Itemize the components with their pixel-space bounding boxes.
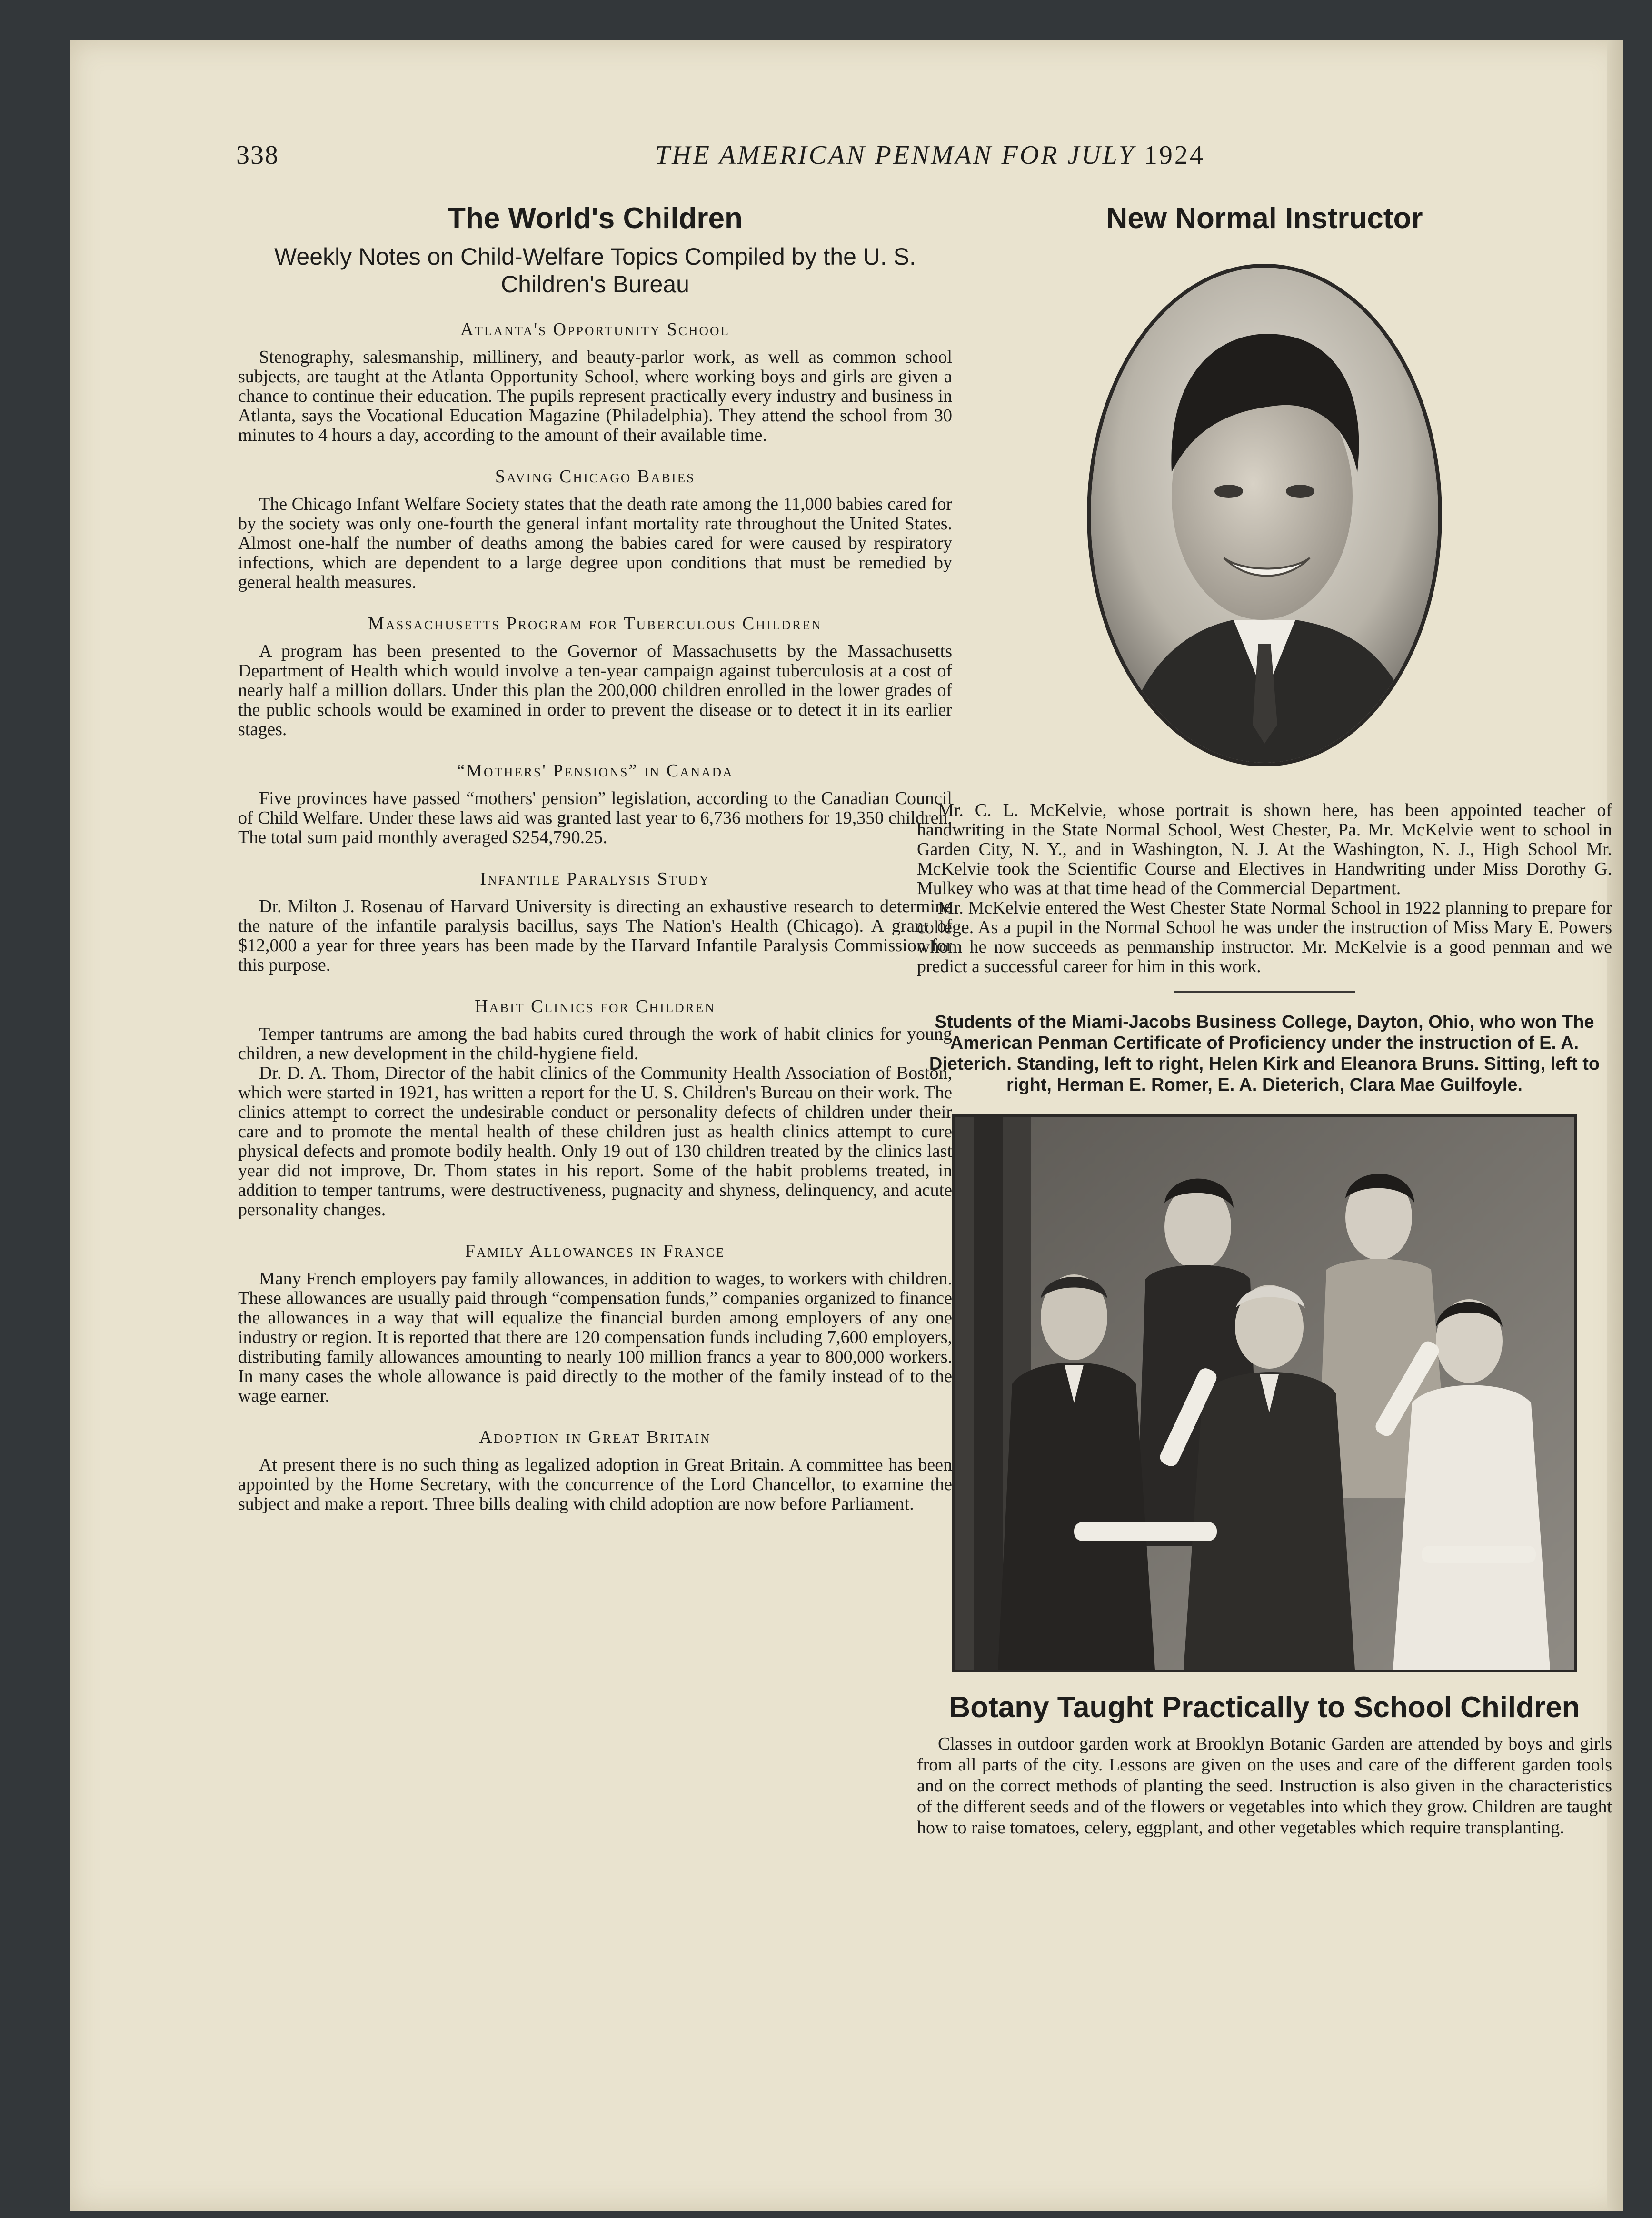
mckelvie-portrait: [1087, 264, 1442, 766]
section-paragraph: The Chicago Infant Welfare Society states that the death rate among the 11,000 babies cared for by the society was only one-fourth the general infant mortality rate throughout the United States. Almost one-half the number of deaths among the babies cared for were caused by respiratory infections, which are dependent to a large degree upon conditions that must be remedied by general health measures.: [238, 494, 952, 592]
section-heading: Saving Chicago Babies: [495, 467, 696, 487]
instructor-paragraph: Mr. C. L. McKelvie, whose portrait is shown here, has been appointed teacher of handwriting in the State Normal School, West Chester, Pa. Mr. McKelvie went to school in Garden City, N. Y., and in Washington, N. J. At the Washington, N. J., High School Mr. McKelvie took the Scientific Course and Electives in Handwriting under Miss Dorothy G. Mulkey who was at that time head of the Commercial Department.: [917, 800, 1612, 898]
section-heading: Atlanta's Opportunity School: [460, 319, 730, 339]
section-paragraph: A program has been presented to the Governor of Massachusetts by the Massachusetts Department of Health which would involve a ten-year campaign against tuberculosis at a cost of nearly half a million dollars. Under this plan the 200,000 children enrolled in the lower grades of the public schools would be examined in order to prevent the disease or to detect it in its earlier stages.: [238, 641, 952, 739]
section-chicago: [238, 466, 952, 592]
running-head-title: THE AMERICAN PENMAN FOR JULY: [655, 140, 1135, 170]
section-paragraph: Dr. D. A. Thom, Director of the habit clinics of the Community Health Association of Boston, which were started in 1921, has written a report for the U. S. Children's Bureau on their work. The clinics attempt to correct the undesirable conduct or personality defects of children under their care and to promote the mental health of these children just as health clinics attempt to cure physical defects and promote bodily health. Only 19 out of 130 children treated by the clinics last year did not improve, Dr. Thom states in his report. Some of the habit problems treated, in addition to temper tantrums, were destructiveness, pugnacity and shyness, delinquency, and acute personality changes.: [238, 1063, 952, 1220]
section-infantile-paralysis: [238, 868, 952, 975]
section-paragraph: Many French employers pay family allowances, in addition to wages, to workers with children. These allowances are usually paid through “compensation funds,” companies organized to finance the allowances in a way that will equalize the financial burden among employers of any one industry or region. It is reported that there are 120 compensation funds including 7,600 employers, distributing family allowances amounting to nearly 100 million francs a year to 800,000 workers. In many cases the whole allowance is paid directly to the mother of the family instead of to the wage earner.: [238, 1269, 952, 1406]
section-heading: Infantile Paralysis Study: [480, 869, 710, 889]
instructor-title: New Normal Instructor: [1106, 202, 1423, 235]
botany-title: Botany Taught Practically to School Children: [949, 1691, 1580, 1724]
instructor-text: [917, 801, 1612, 976]
botany-paragraph: Classes in outdoor garden work at Brooklyn Botanic Garden are attended by boys and girls from all parts of the city. Lessons are given on the uses and care of the different garden tools and on the correct methods of planting the seed. Instruction is also given in the characteristics of the different seeds and of the flowers or vegetables into which they grow. Children are taught how to raise tomatoes, celery, eggplant, and other vegetables which require transplanting.: [917, 1734, 1612, 1838]
section-paragraph: Temper tantrums are among the bad habits cured through the work of habit clinics for young children, a new development in the child-hygiene field.: [238, 1024, 952, 1064]
section-habit-clinics: [238, 996, 952, 1220]
instructor-paragraph: Mr. McKelvie entered the West Chester State Normal School in 1922 planning to prepare for college. As a pupil in the Normal School he was under the instruction of Miss Mary E. Powers whom he now succeeds as penmanship instructor. Mr. McKelvie is a good penman and we predict a successful career for him in this work.: [917, 898, 1612, 976]
divider-rule: [1174, 991, 1355, 993]
section-paragraph: At present there is no such thing as legalized adoption in Great Britain. A committee has been appointed by the Home Secretary, with the concurrence of the Lord Chancellor, to examine the subject and make a report. Three bills dealing with child adoption are now before Parliament.: [238, 1455, 952, 1514]
section-atlanta: [238, 319, 952, 445]
running-head: [655, 140, 1205, 170]
section-adoption: [238, 1427, 952, 1514]
students-group-photo: [952, 1114, 1577, 1672]
magazine-page: [70, 40, 1623, 2211]
running-head-year: 1924: [1144, 140, 1205, 170]
page-header: [236, 140, 1617, 188]
section-heading: “Mothers' Pensions” in Canada: [457, 761, 734, 781]
right-column: [917, 197, 1612, 1838]
section-paragraph: Dr. Milton J. Rosenau of Harvard University is directing an exhaustive research to determine the nature of the infantile paralysis bacillus, says The Nation's Health (Chicago). A grant of $12,000 a year for three years has been made by the Harvard Infantile Paralysis Commission for this purpose.: [238, 896, 952, 975]
section-paragraph: Five provinces have passed “mothers' pension” legislation, according to the Canadian Council of Child Welfare. Under these laws aid was granted last year to 6,736 mothers for 19,350 children. The total sum paid monthly averaged $254,790.25.: [238, 788, 952, 847]
worlds-children-title: The World's Children: [448, 202, 743, 235]
section-heading: Adoption in Great Britain: [479, 1427, 711, 1447]
section-mothers-pensions: [238, 760, 952, 847]
students-caption: Students of the Miami-Jacobs Business College, Dayton, Ohio, who won The American Penman Certificate of Proficiency under the instruction of E. A. Dieterich. Standing, left to right, Helen Kirk and Eleanora Bruns. Sitting, left to right, Herman E. Romer, E. A. Dieterich, Clara Mae Guilfoyle.: [929, 1012, 1600, 1095]
section-massachusetts: [238, 613, 952, 739]
group-photo-image: [955, 1117, 1574, 1670]
left-column: [238, 197, 952, 1514]
section-heading: Massachusetts Program for Tuberculous Children: [368, 614, 822, 634]
section-heading: Family Allowances in France: [465, 1241, 726, 1261]
section-paragraph: Stenography, salesmanship, millinery, and beauty-parlor work, as well as common school subjects, are taught at the Atlanta Opportunity School, where working boys and girls are given a chance to continue their education. The pupils represent practically every industry and business in Atlanta, says the Vocational Education Magazine (Philadelphia). They attend the school from 30 minutes to 4 hours a day, according to the amount of their available time.: [238, 347, 952, 445]
page-number: 338: [236, 140, 279, 170]
portrait-photo: [1091, 268, 1438, 763]
worlds-children-subtitle: Weekly Notes on Child-Welfare Topics Compiled by the U. S. Children's Bureau: [274, 243, 916, 298]
section-family-allowances: [238, 1241, 952, 1406]
section-heading: Habit Clinics for Children: [475, 996, 716, 1016]
